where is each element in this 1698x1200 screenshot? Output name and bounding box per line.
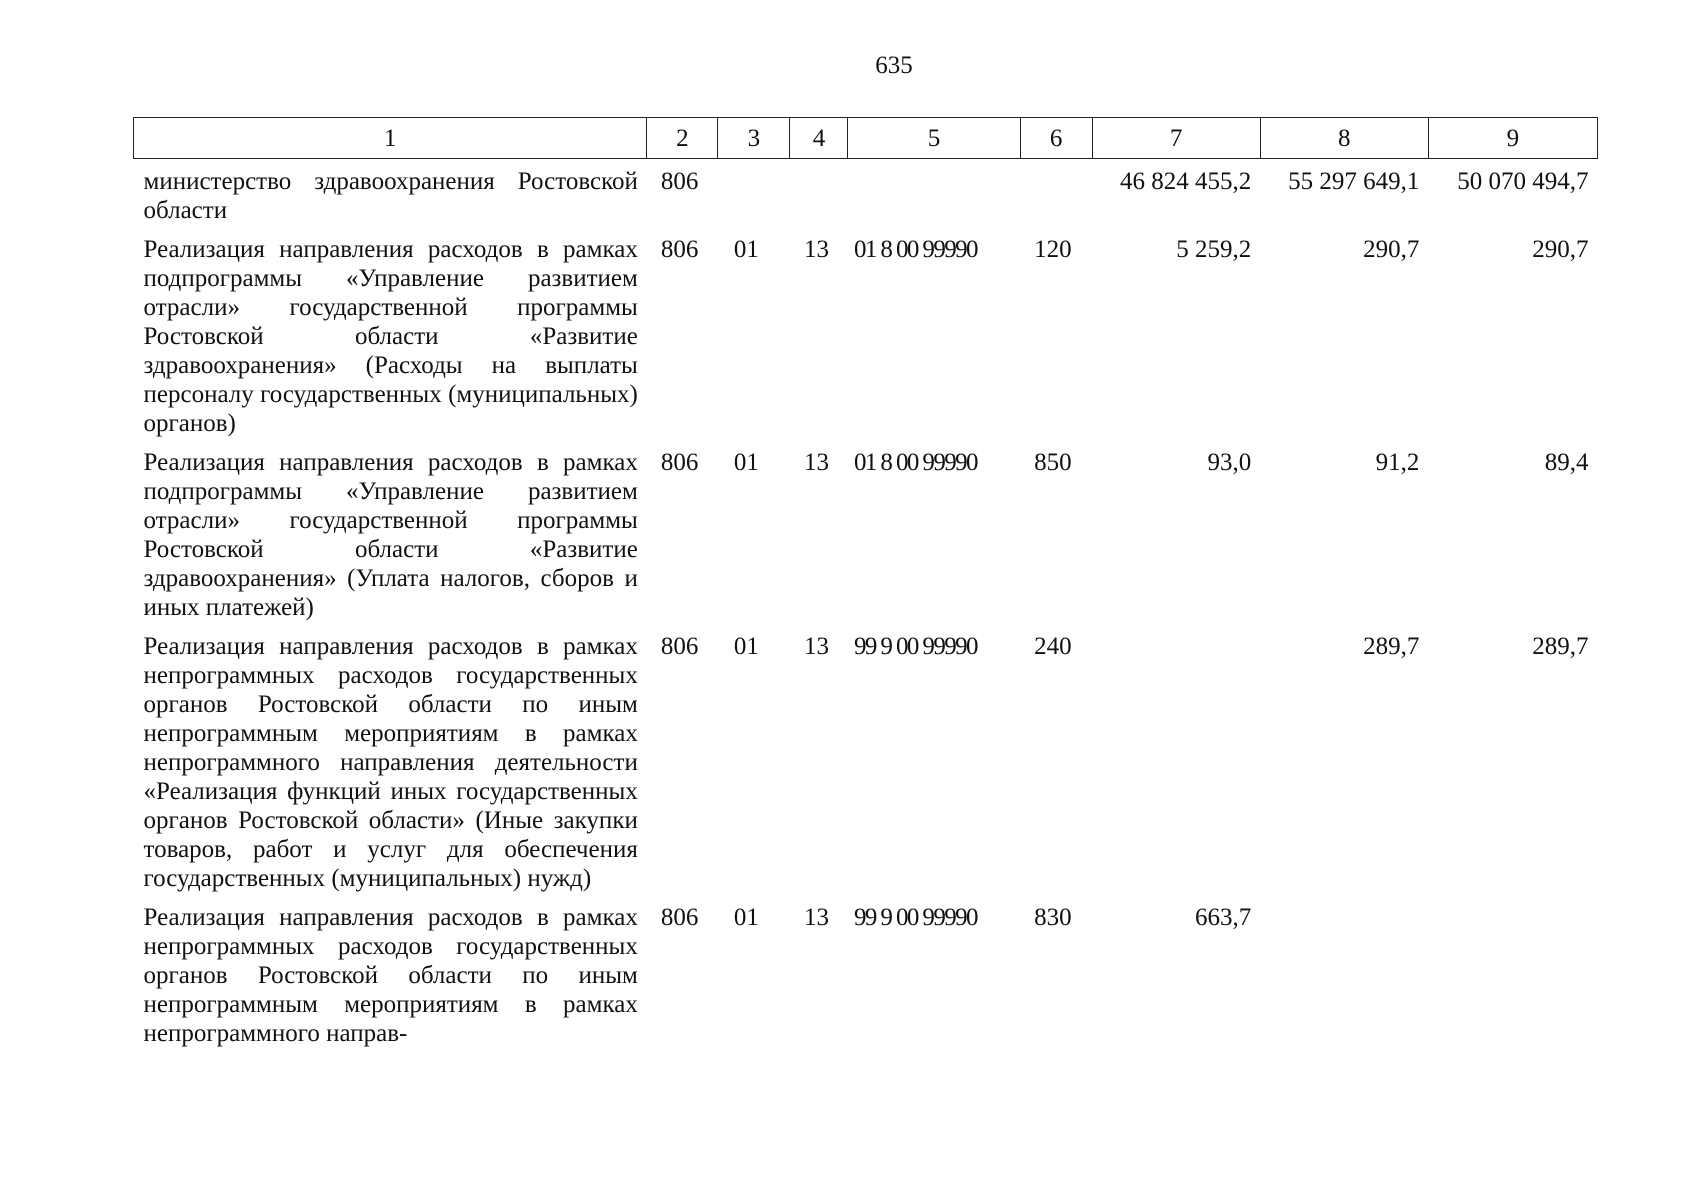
expense-type-code: 120 <box>1034 236 1072 263</box>
amount-col-8 <box>1260 893 1428 1048</box>
expense-type-code: 850 <box>1034 449 1072 476</box>
section-code: 01 <box>733 633 759 660</box>
amount-col-7: 46 824 455,2 <box>1119 168 1252 195</box>
column-header: 2 <box>647 118 718 159</box>
subsection-code: 13 <box>803 633 829 660</box>
target-article-code <box>848 159 1020 226</box>
amount-col-8: 91,2 <box>1375 449 1420 476</box>
row-description: Реализация направления расходов в рамках непрограммных расходов государственных органов Ростовской области по иным непрограммным мероприятиям в рамках непрограммного направ- <box>143 904 638 1047</box>
row-description: Реализация направления расходов в рамках подпрограммы «Управление развитием отрасли» государственной программы Ростовской области «Развитие здравоохранения» (Уплата налогов, сборов и иных платежей) <box>143 449 638 621</box>
amount-col-9: 89,4 <box>1544 449 1589 476</box>
target-article-code: 01 8 00 99990 <box>853 236 977 263</box>
section-code <box>718 159 790 226</box>
target-article-code: 99 9 00 99990 <box>853 904 977 931</box>
amount-col-9: 290,7 <box>1532 236 1589 263</box>
expense-type-code: 240 <box>1034 633 1072 660</box>
amount-col-9: 50 070 494,7 <box>1457 168 1589 195</box>
amount-col-8: 289,7 <box>1363 633 1420 660</box>
column-header: 4 <box>790 118 848 159</box>
column-header: 3 <box>718 118 790 159</box>
amount-col-7: 93,0 <box>1207 449 1252 476</box>
column-header: 7 <box>1092 118 1260 159</box>
expense-type-code <box>1020 159 1092 226</box>
amount-col-9 <box>1428 893 1597 1048</box>
ministry-code: 806 <box>660 449 699 476</box>
subsection-code: 13 <box>803 449 829 476</box>
table-header-row <box>134 118 1598 159</box>
subsection-code: 13 <box>803 236 829 263</box>
table-row <box>134 159 1598 226</box>
page-number: 635 <box>875 52 913 79</box>
budget-table <box>133 117 1598 1048</box>
table-row <box>134 893 1598 1048</box>
column-header: 9 <box>1428 118 1597 159</box>
column-header: 6 <box>1020 118 1092 159</box>
row-description: Реализация направления расходов в рамках подпрограммы «Управление развитием отрасли» государственной программы Ростовской области «Развитие здравоохранения» (Расходы на выплаты персоналу государственных (муниципальных) органов) <box>143 236 638 437</box>
row-description: Реализация направления расходов в рамках непрограммных расходов государственных органов Ростовской области по иным непрограммным мероприятиям в рамках непрограммного направления деятельности «Реализация функций иных государственных органов Ростовской области» (Иные закупки товаров, работ и услуг для обеспечения государственных (муниципальных) нужд) <box>143 633 638 892</box>
amount-col-7: 5 259,2 <box>1176 236 1252 263</box>
column-header: 5 <box>848 118 1020 159</box>
column-header: 8 <box>1260 118 1428 159</box>
amount-col-8: 290,7 <box>1363 236 1420 263</box>
amount-col-7 <box>1092 622 1260 893</box>
target-article-code: 01 8 00 99990 <box>853 449 977 476</box>
section-code: 01 <box>733 449 759 476</box>
section-code: 01 <box>733 236 759 263</box>
subsection-code: 13 <box>803 904 829 931</box>
amount-col-7: 663,7 <box>1194 904 1252 931</box>
ministry-code: 806 <box>660 168 699 195</box>
column-header: 1 <box>134 118 647 159</box>
expense-type-code: 830 <box>1034 904 1072 931</box>
subsection-code <box>790 159 848 226</box>
ministry-code: 806 <box>660 633 699 660</box>
section-code: 01 <box>733 904 759 931</box>
amount-col-9: 289,7 <box>1532 633 1589 660</box>
ministry-code: 806 <box>660 904 699 931</box>
table-row <box>134 225 1598 438</box>
table-row <box>134 438 1598 622</box>
table-row <box>134 622 1598 893</box>
amount-col-8: 55 297 649,1 <box>1288 168 1420 195</box>
row-description: министерство здравоохранения Ростовской области <box>143 168 638 224</box>
ministry-code: 806 <box>660 236 699 263</box>
target-article-code: 99 9 00 99990 <box>853 633 977 660</box>
